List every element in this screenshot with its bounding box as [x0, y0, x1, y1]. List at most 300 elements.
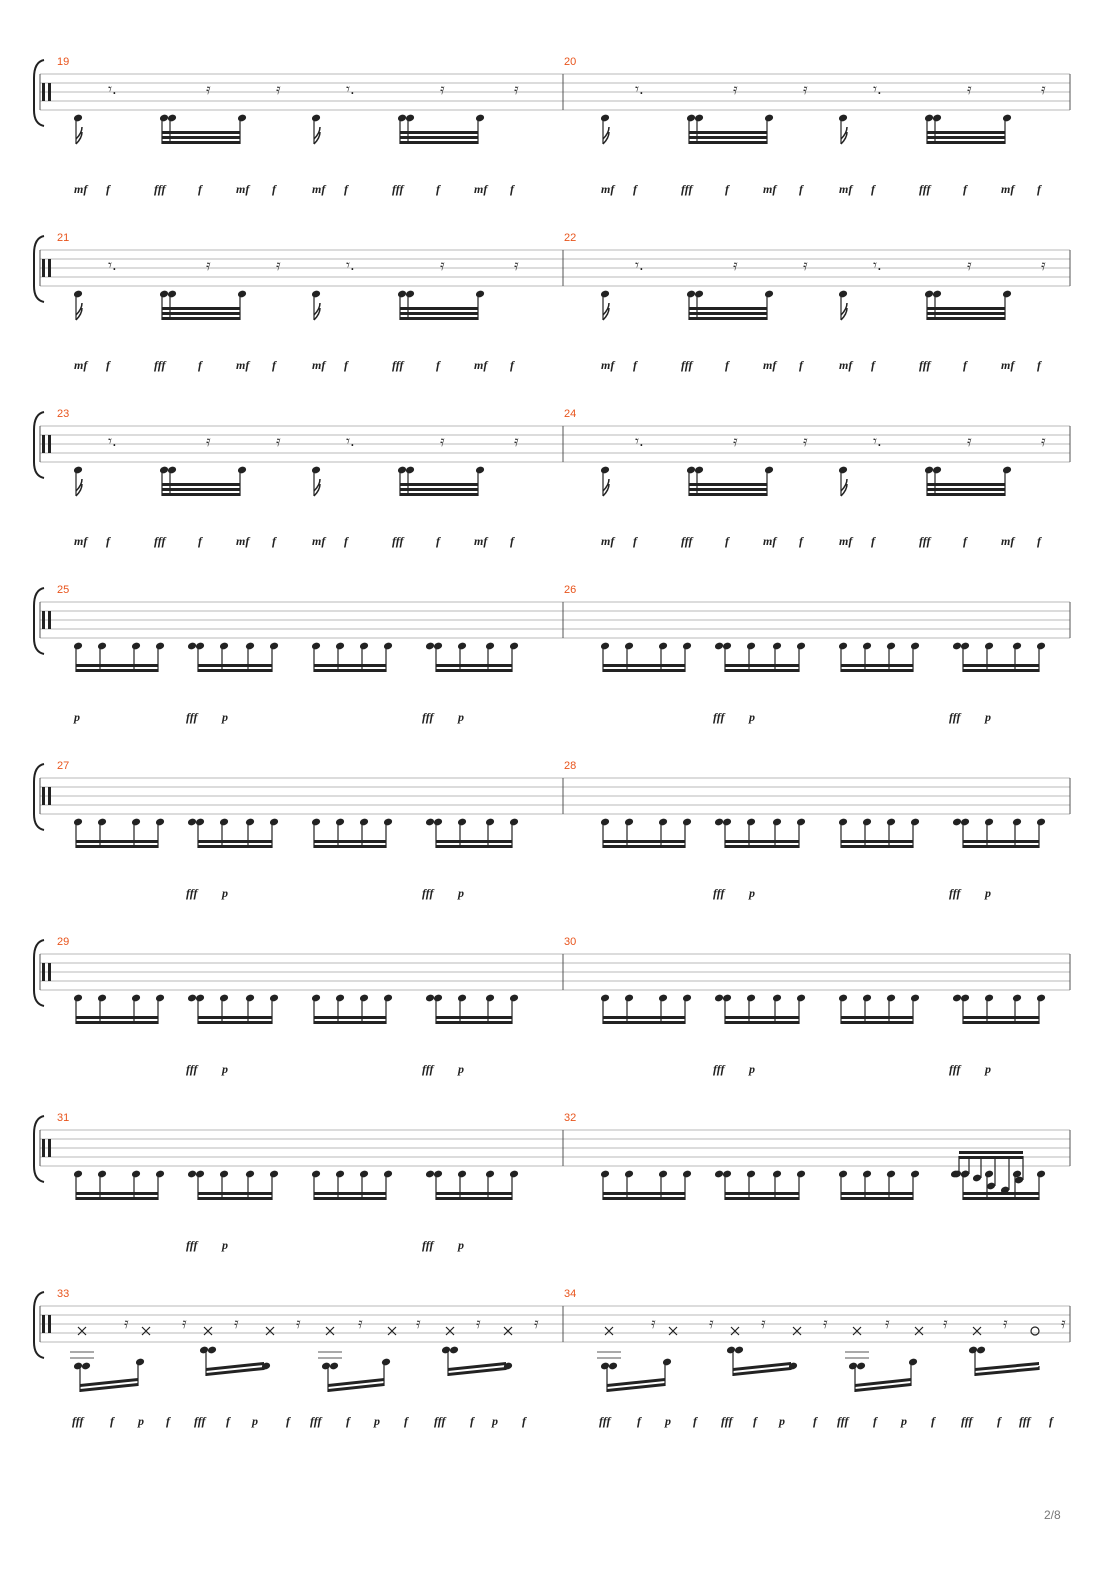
rest-symbol: 𝄾.	[873, 256, 882, 274]
beam	[314, 669, 386, 672]
staff-system	[34, 408, 1070, 548]
percussion-clef	[42, 1315, 45, 1333]
beam	[400, 317, 478, 320]
dynamic-marking: f	[106, 534, 110, 548]
beam	[841, 1192, 913, 1195]
note-head	[245, 994, 255, 1003]
note-head	[457, 994, 467, 1003]
note-head	[207, 1346, 217, 1355]
note-head	[1012, 818, 1022, 827]
note-head	[746, 818, 756, 827]
note-head	[726, 1346, 736, 1355]
measure	[600, 256, 1046, 372]
rest-symbol: 𝄿	[1041, 256, 1046, 274]
note-head	[397, 114, 407, 123]
note-head	[1036, 1170, 1046, 1179]
rest-symbol: 𝄿	[803, 80, 808, 98]
beam	[963, 1192, 1039, 1195]
beam	[603, 1016, 685, 1019]
note-head-flam	[187, 818, 197, 827]
note-head	[624, 994, 634, 1003]
note-head	[81, 1362, 91, 1371]
note-head	[167, 114, 177, 123]
dynamic-marking: f	[522, 1414, 526, 1428]
percussion-clef	[48, 1315, 51, 1333]
dynamic-marking: p	[252, 1414, 258, 1428]
dynamic-marking: f	[871, 182, 875, 196]
note-head	[433, 994, 443, 1003]
dynamic-marking: f	[633, 358, 637, 372]
note-head	[245, 818, 255, 827]
beam	[162, 483, 240, 486]
measure	[597, 1314, 1066, 1428]
beam	[76, 840, 158, 843]
note-head	[932, 290, 942, 299]
dynamic-marking: mf	[763, 534, 777, 548]
cymbal-x-head	[326, 1327, 334, 1335]
staff-system	[34, 1288, 1070, 1428]
dynamic-marking: f	[344, 182, 348, 196]
note-head-flam	[714, 994, 724, 1003]
dynamic-marking: mf	[312, 534, 326, 548]
beam	[725, 1021, 799, 1024]
dynamic-marking: fff	[422, 1062, 434, 1076]
dynamic-marking: mf	[601, 182, 615, 196]
dynamic-marking: f	[871, 358, 875, 372]
staff-system	[34, 1112, 1070, 1252]
dynamic-marking: fff	[713, 1062, 725, 1076]
dynamic-marking: f	[510, 534, 514, 548]
dynamic-marking: p	[749, 1062, 755, 1076]
dynamic-marking: f	[931, 1414, 935, 1428]
dynamic-marking: fff	[961, 1414, 973, 1428]
note-head	[73, 290, 83, 299]
rest-symbol: 𝄾.	[346, 256, 355, 274]
note-head	[155, 818, 165, 827]
note-head-flam	[187, 1170, 197, 1179]
cymbal-x-head	[915, 1327, 923, 1335]
percussion-clef	[42, 611, 45, 629]
rest-symbol: 𝄿	[416, 1314, 421, 1332]
note-head	[862, 642, 872, 651]
note-head-flam	[425, 818, 435, 827]
note-head	[984, 994, 994, 1003]
note-head	[600, 114, 610, 123]
staff-system	[34, 232, 1070, 372]
beam	[400, 312, 478, 315]
beam	[436, 664, 512, 667]
beam	[198, 840, 272, 843]
note-head	[485, 642, 495, 651]
rest-symbol: 𝄿	[967, 432, 972, 450]
note-head-flam	[952, 642, 962, 651]
beam	[927, 307, 1005, 310]
cymbal-x-head	[973, 1327, 981, 1335]
beam	[963, 1021, 1039, 1024]
rest-symbol: 𝄿	[514, 80, 519, 98]
dynamic-marking: fff	[837, 1414, 849, 1428]
dynamic-marking: f	[110, 1414, 114, 1428]
rest-symbol: 𝄾.	[346, 80, 355, 98]
measure	[73, 256, 519, 372]
beam	[963, 1197, 1039, 1200]
note-head	[383, 994, 393, 1003]
beam	[841, 845, 913, 848]
beam	[725, 664, 799, 667]
beam	[841, 669, 913, 672]
dynamic-marking: fff	[919, 534, 931, 548]
note-head	[932, 114, 942, 123]
rest-symbol: 𝄿	[885, 1314, 890, 1332]
note-head	[624, 818, 634, 827]
measure	[73, 80, 519, 196]
percussion-clef	[48, 787, 51, 805]
dynamic-marking: p	[222, 710, 228, 724]
dynamic-marking: p	[374, 1414, 380, 1428]
dynamic-marking: f	[725, 182, 729, 196]
dynamic-marking: f	[106, 182, 110, 196]
staff-system	[34, 760, 1070, 900]
dynamic-marking: f	[436, 182, 440, 196]
dynamic-marking: fff	[186, 1062, 198, 1076]
note-head	[1036, 818, 1046, 827]
note-head	[155, 994, 165, 1003]
measure-number: 24	[564, 408, 577, 420]
rest-symbol: 𝄿	[1003, 1314, 1008, 1332]
note-head	[924, 290, 934, 299]
dynamic-marking: f	[436, 534, 440, 548]
beam	[689, 136, 767, 139]
note-head	[682, 994, 692, 1003]
dynamic-marking: f	[404, 1414, 408, 1428]
note-head	[908, 1358, 918, 1367]
measure-number: 31	[57, 1112, 70, 1124]
note-head	[838, 290, 848, 299]
dynamic-marking: f	[166, 1414, 170, 1428]
dynamic-marking: mf	[839, 534, 853, 548]
rest-symbol: 𝄿	[476, 1314, 481, 1332]
measure	[600, 994, 1046, 1076]
rest-symbol: 𝄾.	[635, 80, 644, 98]
beam	[689, 493, 767, 496]
note-head	[311, 466, 321, 475]
measure	[600, 818, 1046, 900]
dynamic-marking: fff	[392, 358, 404, 372]
rest-symbol: 𝄿	[967, 80, 972, 98]
measure-number: 30	[564, 936, 577, 948]
note-head	[335, 818, 345, 827]
beam	[162, 317, 240, 320]
percussion-clef	[42, 435, 45, 453]
beam	[400, 483, 478, 486]
note-head	[932, 466, 942, 475]
measure-number: 21	[57, 232, 70, 244]
dynamic-marking: mf	[1001, 358, 1015, 372]
note-head	[485, 1170, 495, 1179]
note-head	[910, 818, 920, 827]
beam	[603, 845, 685, 848]
dynamic-marking: fff	[681, 358, 693, 372]
dynamic-marking: fff	[1019, 1414, 1031, 1428]
beam	[959, 1151, 1023, 1154]
measure	[70, 1314, 539, 1428]
note-head	[1002, 114, 1012, 123]
dynamic-marking: f	[286, 1414, 290, 1428]
rest-symbol: 𝄾.	[873, 432, 882, 450]
note-head	[682, 818, 692, 827]
note-head	[359, 1170, 369, 1179]
note-head	[159, 114, 169, 123]
cymbal-x-head	[204, 1327, 212, 1335]
note-head	[838, 466, 848, 475]
dynamic-marking: f	[633, 182, 637, 196]
note-head	[764, 290, 774, 299]
dynamic-marking: mf	[474, 534, 488, 548]
note-head	[219, 642, 229, 651]
note-head	[131, 642, 141, 651]
rest-symbol: 𝄿	[206, 80, 211, 98]
beam	[841, 1016, 913, 1019]
dynamic-marking: f	[344, 534, 348, 548]
beam	[198, 1016, 272, 1019]
note-head	[433, 818, 443, 827]
beam	[841, 664, 913, 667]
dynamic-marking: f	[637, 1414, 641, 1428]
dynamic-marking: fff	[949, 886, 961, 900]
beam	[927, 141, 1005, 144]
beam	[76, 845, 158, 848]
beam	[436, 1192, 512, 1195]
percussion-clef	[48, 259, 51, 277]
dynamic-marking: f	[226, 1414, 230, 1428]
rest-symbol: 𝄿	[358, 1314, 363, 1332]
note-head	[910, 994, 920, 1003]
dynamic-marking: f	[799, 534, 803, 548]
note-head	[686, 114, 696, 123]
rest-symbol: 𝄿	[124, 1314, 129, 1332]
cymbal-x-head	[793, 1327, 801, 1335]
measure-number: 28	[564, 760, 577, 772]
rest-symbol: 𝄿	[440, 80, 445, 98]
beam	[603, 840, 685, 843]
dynamic-marking: f	[510, 358, 514, 372]
note-head	[694, 466, 704, 475]
note-head	[329, 1362, 339, 1371]
note-head-flam	[714, 818, 724, 827]
note-head	[848, 1362, 858, 1371]
note-head	[397, 466, 407, 475]
note-head	[1002, 290, 1012, 299]
dynamic-marking: p	[985, 886, 991, 900]
beam	[162, 131, 240, 134]
note-head	[886, 818, 896, 827]
note-head	[219, 994, 229, 1003]
note-head	[135, 1358, 145, 1367]
note-head	[600, 642, 610, 651]
beam	[963, 840, 1039, 843]
rest-symbol: 𝄾.	[346, 432, 355, 450]
beam	[603, 669, 685, 672]
measure	[600, 642, 1046, 724]
dynamic-marking: f	[725, 534, 729, 548]
note-head	[433, 1170, 443, 1179]
dynamic-marking: mf	[601, 358, 615, 372]
dynamic-marking: f	[106, 358, 110, 372]
dynamic-marking: fff	[681, 534, 693, 548]
note-head	[383, 1170, 393, 1179]
note-head	[694, 114, 704, 123]
dynamic-marking: mf	[474, 182, 488, 196]
dynamic-marking: fff	[713, 710, 725, 724]
measure-number: 33	[57, 1288, 70, 1300]
beam	[841, 1197, 913, 1200]
dynamic-marking: f	[1037, 534, 1041, 548]
percussion-clef	[48, 1139, 51, 1157]
note-head	[1002, 466, 1012, 475]
rest-symbol: 𝄾.	[108, 256, 117, 274]
note-head	[600, 466, 610, 475]
note-head	[195, 642, 205, 651]
dynamic-marking: f	[693, 1414, 697, 1428]
note-head	[796, 994, 806, 1003]
beam	[76, 1192, 158, 1195]
note-head	[405, 114, 415, 123]
dynamic-marking: f	[344, 358, 348, 372]
beam	[400, 493, 478, 496]
percussion-clef	[48, 963, 51, 981]
staff-system	[34, 56, 1070, 196]
beam	[436, 840, 512, 843]
note-head	[73, 114, 83, 123]
note-head	[155, 1170, 165, 1179]
open-hihat-head	[1031, 1327, 1039, 1335]
note-head	[624, 1170, 634, 1179]
beam	[198, 1021, 272, 1024]
dynamic-marking: p	[222, 1238, 228, 1252]
beam	[927, 136, 1005, 139]
rest-symbol: 𝄿	[733, 256, 738, 274]
note-head	[1012, 994, 1022, 1003]
dynamic-marking: fff	[154, 358, 166, 372]
note-head	[796, 642, 806, 651]
beam	[162, 141, 240, 144]
dynamic-marking: fff	[392, 182, 404, 196]
measure	[600, 80, 1046, 196]
dynamic-marking: fff	[919, 358, 931, 372]
note-head-flam	[425, 642, 435, 651]
dynamic-marking: f	[963, 534, 967, 548]
dynamic-marking: p	[138, 1414, 144, 1428]
dynamic-marking: f	[198, 182, 202, 196]
beam	[76, 1197, 158, 1200]
beam	[689, 131, 767, 134]
beam	[603, 1192, 685, 1195]
dynamic-marking: mf	[1001, 182, 1015, 196]
staff-system	[34, 936, 1070, 1076]
rest-symbol: 𝄿	[1041, 432, 1046, 450]
dynamic-marking: f	[198, 358, 202, 372]
cymbal-x-head	[446, 1327, 454, 1335]
note-head	[600, 1170, 610, 1179]
note-head	[131, 818, 141, 827]
note-head-flam	[187, 642, 197, 651]
note-head-flam	[714, 642, 724, 651]
beam	[76, 669, 158, 672]
note-head	[73, 642, 83, 651]
note-head	[73, 466, 83, 475]
dynamic-marking: mf	[236, 182, 250, 196]
beam	[400, 488, 478, 491]
note-head	[509, 642, 519, 651]
beam	[314, 845, 386, 848]
note-head	[746, 994, 756, 1003]
dynamic-marking: fff	[422, 710, 434, 724]
dynamic-marking: fff	[310, 1414, 322, 1428]
note-head	[658, 1170, 668, 1179]
percussion-clef	[42, 83, 45, 101]
note-head	[311, 1170, 321, 1179]
beam	[841, 1021, 913, 1024]
beam	[198, 845, 272, 848]
note-head	[658, 818, 668, 827]
percussion-clef	[42, 963, 45, 981]
beam	[927, 483, 1005, 486]
beam	[841, 840, 913, 843]
rest-symbol: 𝄿	[182, 1314, 187, 1332]
dynamic-marking: f	[1037, 358, 1041, 372]
beam	[689, 488, 767, 491]
note-head	[219, 1170, 229, 1179]
note-head	[269, 642, 279, 651]
dynamic-marking: f	[510, 182, 514, 196]
beam	[603, 1197, 685, 1200]
note-head	[796, 818, 806, 827]
note-head	[131, 1170, 141, 1179]
note-head	[359, 994, 369, 1003]
note-head	[311, 994, 321, 1003]
beam	[314, 1192, 386, 1195]
note-head	[475, 114, 485, 123]
rest-symbol: 𝄿	[514, 256, 519, 274]
beam	[927, 493, 1005, 496]
rest-symbol: 𝄾.	[635, 432, 644, 450]
beam	[959, 1156, 1023, 1159]
beam	[400, 136, 478, 139]
note-head	[968, 1346, 978, 1355]
beam	[927, 131, 1005, 134]
note-head	[509, 1170, 519, 1179]
note-head	[195, 1170, 205, 1179]
dynamic-marking: mf	[312, 182, 326, 196]
dynamic-marking: fff	[949, 1062, 961, 1076]
note-head	[383, 818, 393, 827]
measure-number: 27	[57, 760, 70, 772]
measure-number: 25	[57, 584, 70, 596]
dynamic-marking: f	[997, 1414, 1001, 1428]
note-head-flam	[187, 994, 197, 1003]
dynamic-marking: f	[963, 358, 967, 372]
note-head	[960, 642, 970, 651]
note-head	[485, 818, 495, 827]
beam	[162, 307, 240, 310]
note-head	[856, 1362, 866, 1371]
dynamic-marking: f	[725, 358, 729, 372]
measure-number: 20	[564, 56, 577, 68]
note-head	[237, 290, 247, 299]
staff-system	[34, 584, 1070, 724]
cymbal-x-head	[669, 1327, 677, 1335]
dynamic-marking: p	[901, 1414, 907, 1428]
